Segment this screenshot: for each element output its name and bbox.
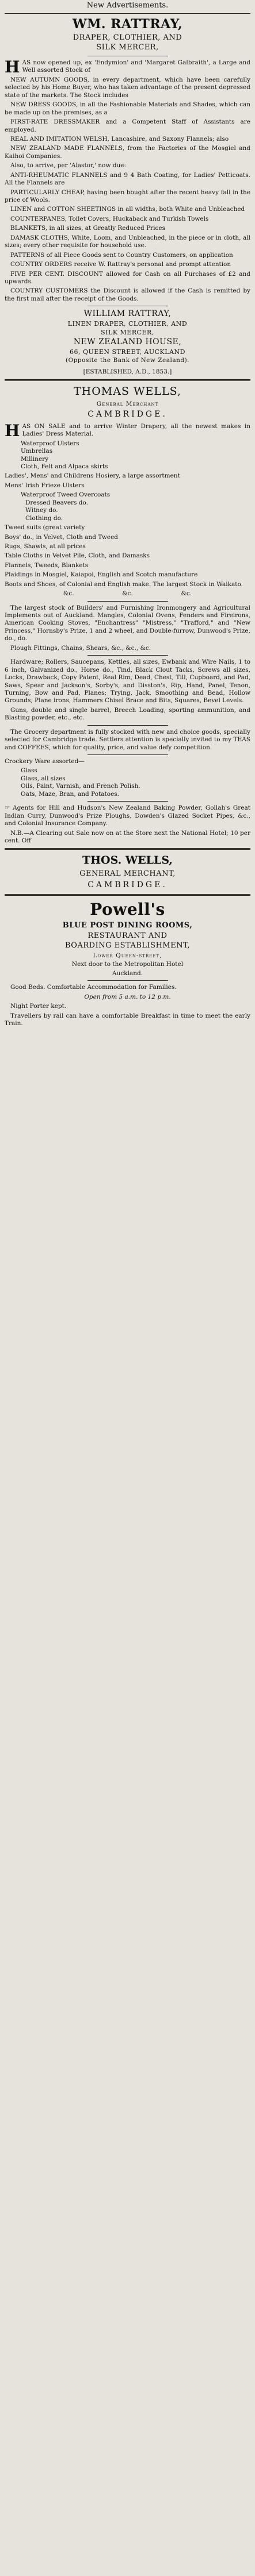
list-item: Glass xyxy=(21,767,37,775)
rattray-para: LINEN and COTTON SHEETINGS in all widths, both White and Unbleached xyxy=(10,206,245,213)
rattray-para: ANTI-RHEUMATIC FLANNELS and 9 4 Bath Coating, for Ladies' Petticoats. All the Flannels are xyxy=(5,171,250,187)
pointing-hand-icon: ☞ xyxy=(5,804,10,812)
rattray-para: NEW AUTUMN GOODS, in every department, which have been carefully selected by his Home Buyer, who has taken advantage of the present depressed state of the markets. The Stock includes xyxy=(5,76,250,99)
wells-advert xyxy=(5,384,250,845)
divider xyxy=(87,801,168,802)
list-item: Glass, all sizes xyxy=(21,775,66,782)
wells-agents-text: Agents for Hill and Hudson's New Zealand Baking Powder, Gollah's Great Indian Curry, Dunwood's Prize Ploughs, Dowden's Glazed Socket Pipes, &c., and Colonial Insurance Company. xyxy=(5,804,250,827)
list-item: Dressed Beavers do. xyxy=(25,499,88,506)
powell-line-1: BLUE POST DINING ROOMS, xyxy=(62,921,193,930)
list-item: Boots and Shoes, of Colonial and English make. The largest Stock in Waikato. xyxy=(5,580,243,588)
rattray-para: COUNTRY ORDERS receive W. Rattray's personal and prompt attention xyxy=(10,261,231,268)
powell-travellers-para: Travellers by rail can have a comfortable Breakfast in time to meet the early Train. xyxy=(5,1012,250,1027)
divider xyxy=(5,848,250,850)
rattray-para: Also, to arrive, per 'Alastor,' now due: xyxy=(10,162,127,170)
wells-trade: General Merchant xyxy=(96,400,159,407)
powell-night-para: Night Porter kept. xyxy=(10,1003,67,1010)
powell-next-to: Next door to the Metropolitan Hotel xyxy=(71,961,184,968)
rattray-established: [ESTABLISHED, A.D., 1853.] xyxy=(83,368,172,375)
rattray-address: 66, QUEEN STREET, AUCKLAND xyxy=(70,348,185,356)
wells-card-name: THOS. WELLS, xyxy=(82,854,173,867)
rattray-trade-2: SILK MERCER, xyxy=(96,43,159,52)
rattray-trade-1: DRAPER, CLOTHIER, AND xyxy=(73,33,182,42)
rattray-para: REAL AND IMITATION WELSH, Lancashire, and Saxony Flannels; also xyxy=(10,135,229,143)
powell-address: Lower Queen-street, xyxy=(93,952,162,959)
list-item: Waterproof Tweed Overcoats xyxy=(21,491,111,499)
rattray-para: COUNTRY CUSTOMERS the Discount is allowed if the Cash is remitted by the first mail after the receipt of the Goods. xyxy=(5,287,250,302)
rattray-name: WM. RATTRAY, xyxy=(72,16,183,32)
list-item: Rugs, Shawls, at all prices xyxy=(5,542,86,550)
list-item: Cloth, Felt and Alpaca skirts xyxy=(21,463,108,471)
wells-intro xyxy=(5,423,250,438)
rattray-para: COUNTERPANES, Toilet Covers, Huckaback and Turkish Towels xyxy=(10,215,209,222)
wells-name: THOMAS WELLS, xyxy=(73,385,182,398)
drop-cap: H xyxy=(5,57,20,77)
divider xyxy=(5,894,250,896)
crockery-title: Crockery Ware assorted— xyxy=(5,758,85,765)
powell-name: Powell's xyxy=(90,900,165,919)
wells-town: CAMBRIDGE. xyxy=(87,409,168,419)
wells-guns-para: Guns, double and single barrel, Breech Loading, sporting ammunition, and Blasting powder, etc., etc. xyxy=(5,706,250,722)
rattray-para: AS now opened up, ex 'Endymion' and 'Margaret Galbraith', a Large and Well assorted Stock of xyxy=(22,59,250,74)
rattray-para: FIRST-RATE DRESSMAKER and a Competent Staff of Assistants are employed. xyxy=(5,118,250,133)
list-item: Oats, Maze, Bran, and Potatoes. xyxy=(21,790,120,798)
list-item: Plaidings in Mosgiel, Kaiapoi, English and Scotch manufacture xyxy=(5,571,198,579)
wells-builders-para: The largest stock of Builders' and Furnishing Ironmongery and Agricultural Implements out of Auckland. Mangles, Colonial Ovens, Fenders and Fireirons, American Cooking Stoves, "Enchantress" "Mistress," "Trafford," and "New Princess," Hornsby's Prize, 1 and 2 wheel, and Double-furrow, Dunwood's Prize, do., do. xyxy=(5,604,250,642)
rattray-footer-name: WILLIAM RATTRAY, xyxy=(83,309,172,319)
drop-cap: H xyxy=(5,421,20,440)
wells-nb-para: N.B.—A Clearing out Sale now on at the Store next the National Hotel; 10 per cent. Off xyxy=(5,829,250,844)
list-item: Millinery xyxy=(21,455,49,463)
wells-intro-text: AS ON SALE and to arrive Winter Drapery, all the newest makes in Ladies' Dress Material. xyxy=(22,422,250,438)
divider xyxy=(87,980,168,981)
rattray-para: PARTICULARLY CHEAP, having been bought after the recent heavy fall in the price of Wools. xyxy=(5,188,250,204)
wells-grocery-para: The Grocery department is fully stocked with new and choice goods, specially selected for Cambridge trade. Settlers attention is specially invited to my TEAS and COFFEES, which for quality, price, and value defy competition. xyxy=(5,728,250,751)
list-item: Umbrellas xyxy=(21,448,53,455)
divider xyxy=(87,601,168,602)
list-item: Clothing do. xyxy=(25,514,63,522)
rattray-footer-trade: LINEN DRAPER, CLOTHIER, AND xyxy=(67,320,188,328)
rattray-para: NEW DRESS GOODS, in all the Fashionable Materials and Shades, which can be made up on the premises, as a xyxy=(5,101,250,116)
list-item: Mens' Irish Frieze Ulsters xyxy=(5,482,85,489)
wells-agents-para xyxy=(5,804,250,827)
powell-city: Auckland. xyxy=(112,969,143,977)
etc-mark: &c. xyxy=(181,590,192,598)
column-header: New Advertisements. xyxy=(86,1,169,10)
rattray-para: DAMASK CLOTHS, White, Loom, and Unbleached, in the piece or in cloth, all sizes; every other requisite for household use. xyxy=(5,234,250,249)
list-item: Witney do. xyxy=(25,507,58,514)
wells-card xyxy=(5,853,250,891)
wells-card-town: CAMBRIDGE. xyxy=(87,880,168,890)
powell-line-2: RESTAURANT AND xyxy=(87,931,168,940)
divider xyxy=(5,13,250,14)
etc-mark: &c. xyxy=(63,590,74,598)
divider xyxy=(87,655,168,656)
powell-advert xyxy=(5,899,250,1027)
rattray-house: NEW ZEALAND HOUSE, xyxy=(73,337,182,347)
rattray-intro xyxy=(5,59,250,75)
etc-mark: &c. xyxy=(122,590,133,598)
list-item: Oils, Paint, Varnish, and French Polish. xyxy=(21,783,140,790)
rattray-opposite: (Opposite the Bank of New Zealand). xyxy=(65,357,190,364)
powell-line-3: BOARDING ESTABLISHMENT, xyxy=(65,941,190,950)
rattray-advert xyxy=(5,16,250,376)
rattray-para: BLANKETS, in all sizes, at Greatly Reduced Prices xyxy=(10,225,166,232)
wells-hardware-para: Hardware; Rollers, Saucepans, Kettles, all sizes, Ewbank and Wire Nails, 1 to 6 inch, Galvanized do., Horse do., Tind, Black Clout Tacks, Screws all sizes, Locks, Drawback, Copy Patent, Real Rim, Dead, Chest, Till, Cupboard, and Pad, Saws, Spear and Jackson's, Sorby's, and Disston's, Rip, Hand, Panel, Tenon, Turning, Bow and Pad, Planes; Trying, Jack, Smoothing and Bead, Hollow Grounds, Plane irons, Hammers Chisel Brace and Bits, Squares, Bevel Levels. xyxy=(5,659,250,704)
powell-hours: Open from 5 a.m. to 12 p.m. xyxy=(84,993,171,1000)
list-item: Ladies', Mens' and Childrens Hosiery, a large assortment xyxy=(5,472,180,480)
divider xyxy=(87,754,168,755)
rattray-para: NEW ZEALAND MADE FLANNELS, from the Factories of the Mosgiel and Kaihoi Companies. xyxy=(5,145,250,160)
list-item: Boys' do., in Velvet, Cloth and Tweed xyxy=(5,533,119,541)
list-item: Waterproof Ulsters xyxy=(21,440,79,447)
list-item: Table Cloths in Velvet Pile, Cloth, and Damasks xyxy=(5,552,150,560)
rattray-para: FIVE PER CENT. DISCOUNT allowed for Cash on all Purchases of £2 and upwards. xyxy=(5,270,250,285)
newspaper-column xyxy=(5,0,250,1027)
wells-fittings-para: Plough Fittings, Chains, Shears, &c., &c., &c. xyxy=(10,644,151,652)
etc-row xyxy=(5,590,250,598)
powell-beds-para: Good Beds. Comfortable Accommodation for Families. xyxy=(10,984,177,991)
divider xyxy=(87,725,168,726)
list-item: Tweed suits (great variety xyxy=(5,524,85,532)
divider xyxy=(5,379,250,381)
list-item: Flannels, Tweeds, Blankets xyxy=(5,561,89,569)
wells-card-trade: GENERAL MERCHANT, xyxy=(79,869,176,878)
rattray-para: PATTERNS of all Piece Goods sent to Country Customers, on application xyxy=(10,251,233,259)
rattray-footer-trade-2: SILK MERCER, xyxy=(101,329,154,337)
